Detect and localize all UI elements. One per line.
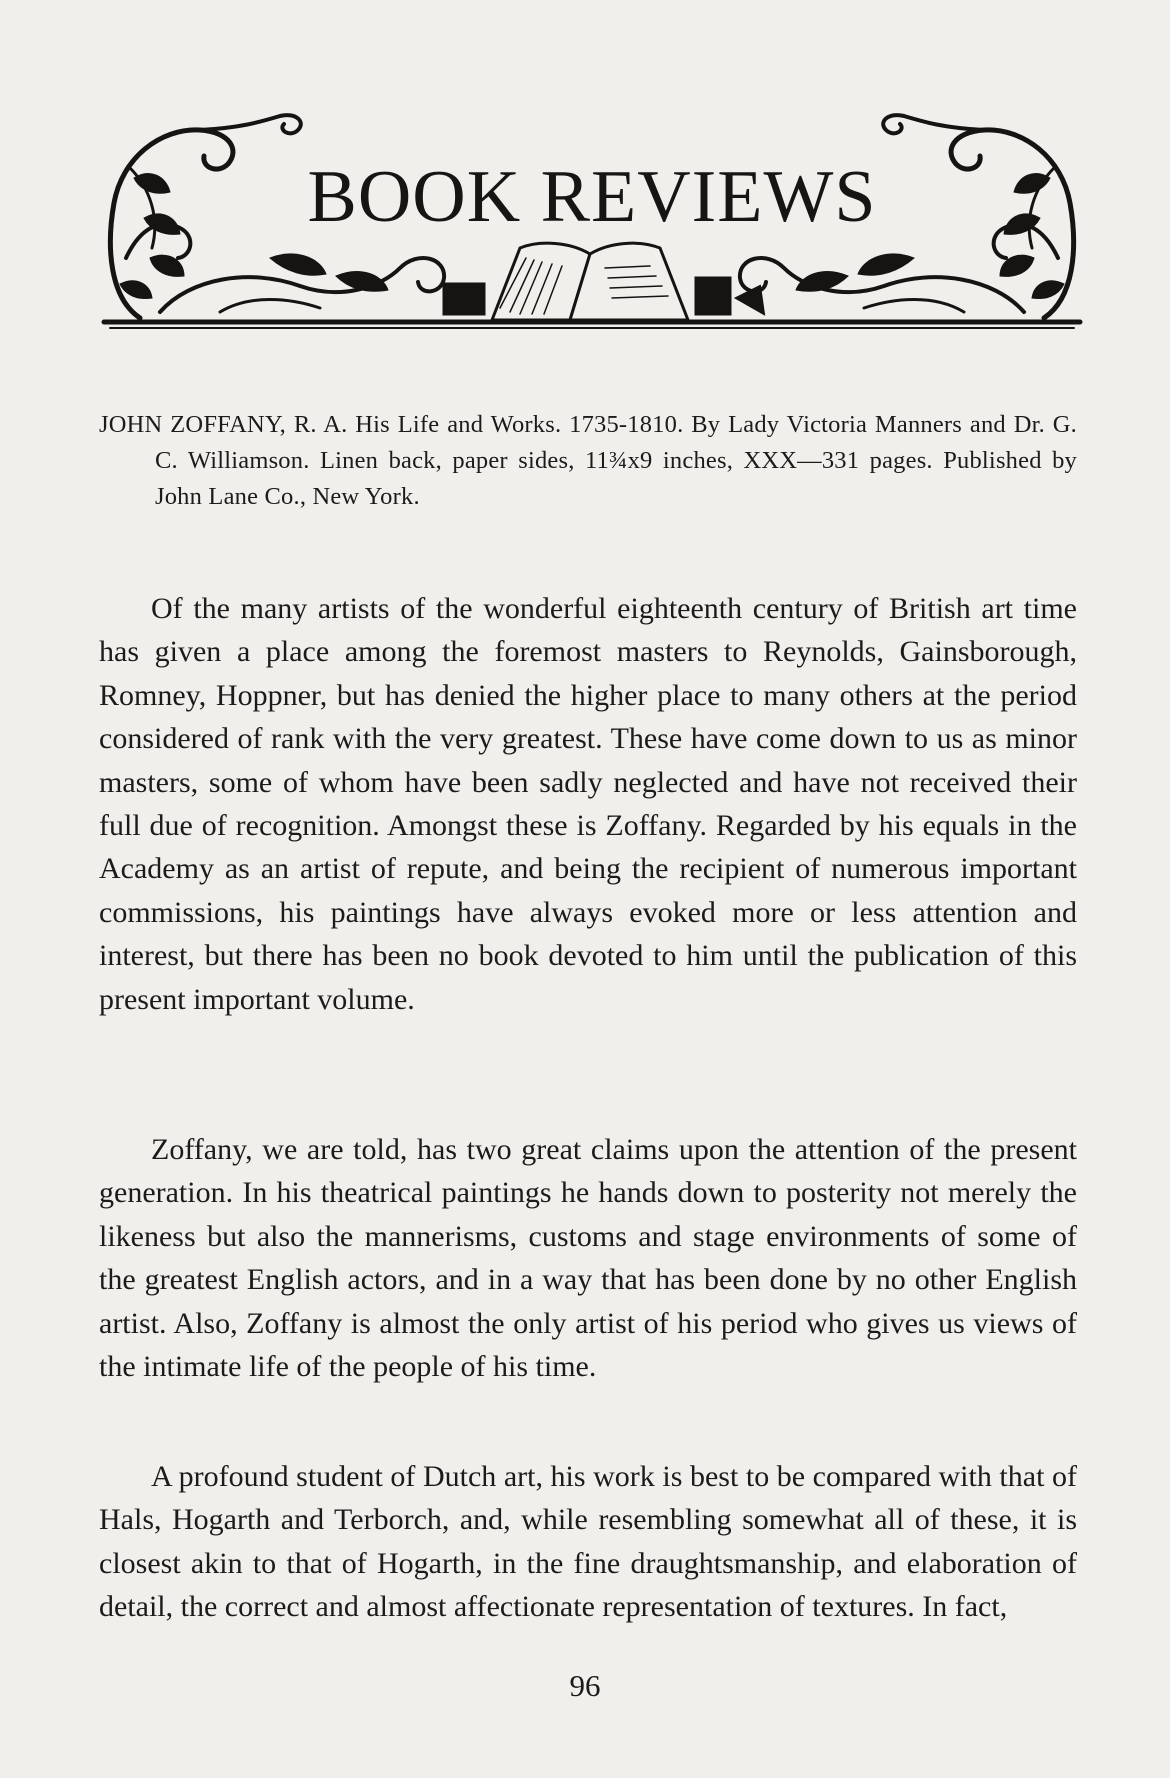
book-citation: JOHN ZOFFANY, R. A. His Life and Works. 1735-1810. By Lady Victoria Manners and Dr. G. C. Williamson. Linen back, paper sides, 11¾x9 inches, XXX—331 pages. Published by John Lane Co., New York. — [99, 410, 1077, 510]
book-reviews-header-banner — [100, 108, 1084, 338]
review-paragraph-3: A profound student of Dutch art, his work is best to be compared with that of Hals, Hogarth and Terborch, and, while resembling somewhat all of these, it is closest akin to that of Hogarth, in the fine draughtsmanship, and elaboration of detail, the correct and almost affectionate representation of textures. In fact, — [99, 1460, 1077, 1624]
review-paragraph-2: Zoffany, we are told, has two great claims upon the attention of the present generation. In his theatrical paintings he hands down to posterity not merely the likeness but also the mannerisms, customs and stage environments of some of the greatest English actors, and in a way that has been done by no other English artist. Also, Zoffany is almost the only artist of his period who gives us views of the intimate life of the people of his time. — [99, 1133, 1077, 1384]
section-title: BOOK REVIEWS — [307, 156, 877, 238]
page-number: 96 — [569, 1668, 601, 1703]
review-paragraph-1: Of the many artists of the wonderful eighteenth century of British art time has given a place among the foremost masters to Reynolds, Gainsborough, Romney, Hoppner, but has denied the higher place to many others at the period considered of rank with the very greatest. These have come down to us as minor masters, some of whom have been sadly neglected and have not received their full due of recognition. Amongst these is Zoffany. Regarded by his equals in the Academy as an artist of repute, and being the recipient of numerous important commissions, his paintings have always evoked more or less attention and interest, but there has been no book devoted to him until the publication of this present important volume. — [99, 592, 1077, 1016]
